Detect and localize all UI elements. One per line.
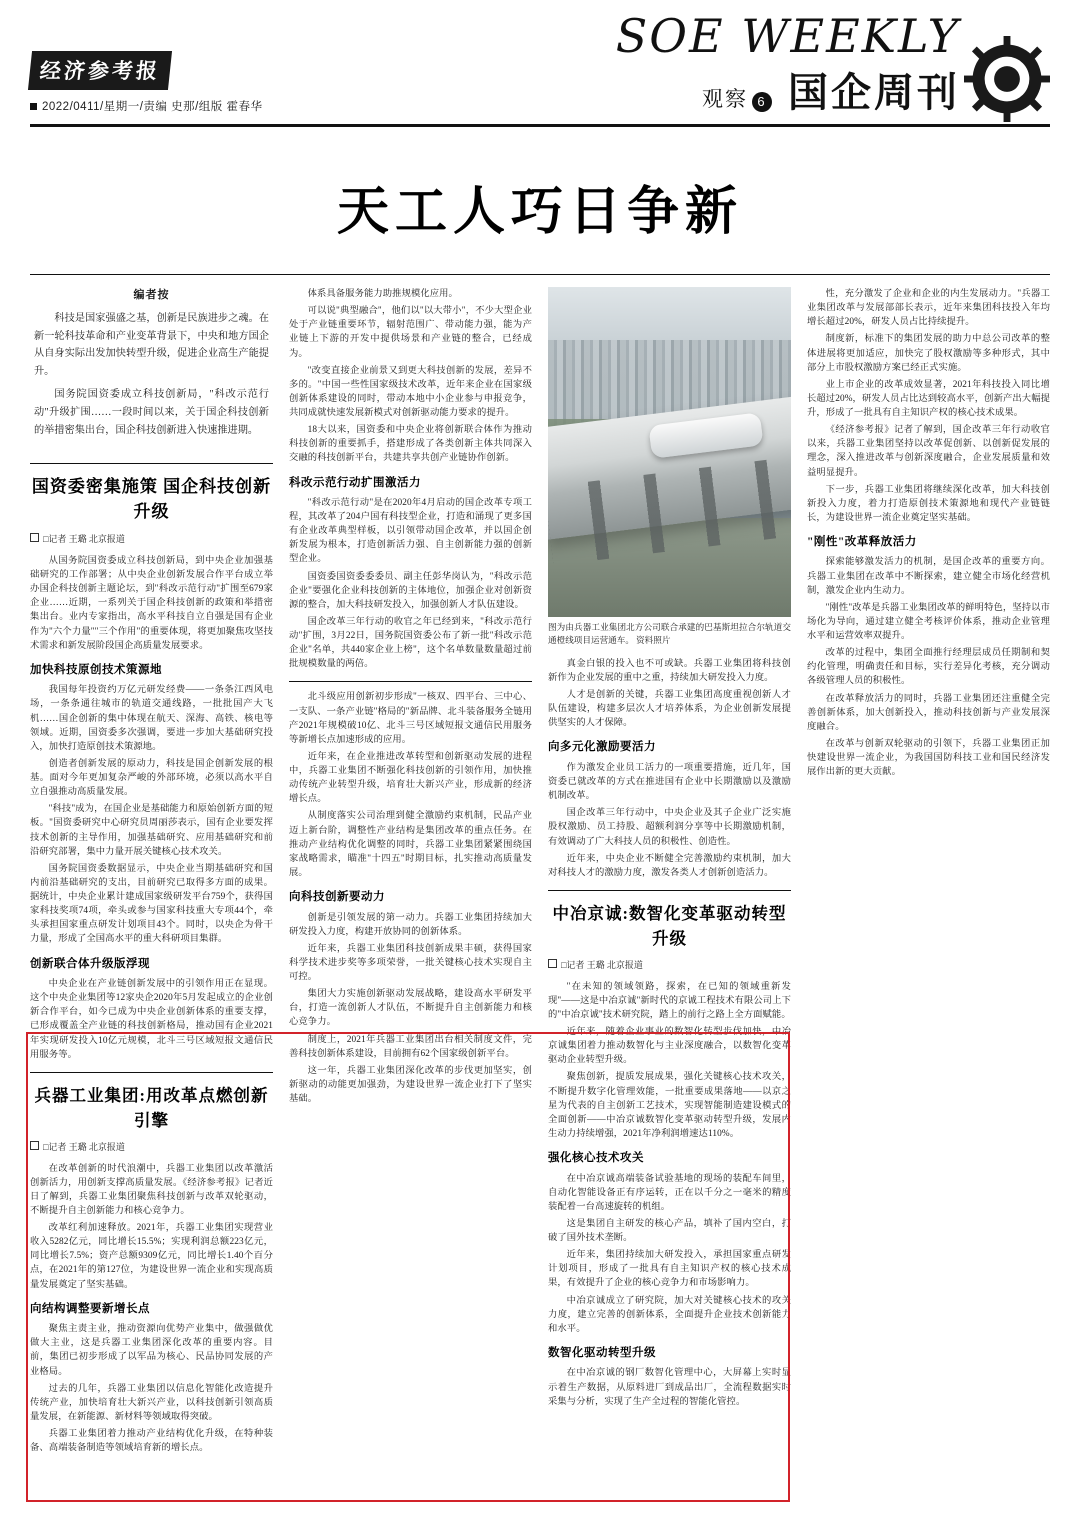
editor-note: [30, 287, 273, 453]
article-4-h1-p3: 国企改革三年行动的收官之年已经到来，"科改示范行动"扩围，3月22日，国务院国资委公布了新一批"科改示范企业"名单，共440家企业上榜"，这个名单数量数量超过前批规模数量的两倍。: [289, 616, 532, 670]
article-4-top-p4: 18大以来，国资委和中央企业将创新联合体作为推动科技创新的重要抓手，搭建形成了各类创新主体共同深入交融的科技创新平台，共建共享共创产业链协作创新。: [289, 425, 532, 464]
column-1: [30, 287, 273, 1458]
article-5-p5: 下一步，兵器工业集团将继续深化改革，加大科技创新投入力度，着力打造原创技术策源地和现代产业链链长，为建设世界一流企业奠定坚实基础。: [807, 484, 1050, 523]
byline-box-icon: [548, 959, 557, 968]
article-2-h2-p1: 创新是引领发展的第一动力。兵器工业集团持续加大研发投入力度，构建开放协同的创新体系。: [289, 912, 532, 937]
issue-line: [30, 98, 330, 114]
article-4-subhead-2: 向多元化激励要活力: [548, 741, 656, 754]
article-5-h1-p3: 改革的过程中，集团全面推行经理层成员任期制和契约化管理，明确责任和目标，实行差异化考核，充分调动各级管理人员的积极性。: [807, 648, 1050, 687]
article-5-h1-p1: 探索能够激发活力的机制，是国企改革的重要方向。兵器工业集团在改革中不断探索，建立健全市场化经营机制，激发企业内生动力。: [807, 557, 1050, 596]
editor-note-title: 编者按: [133, 289, 170, 301]
article-4-top-p2: 可以说"典型融合"，他们以"以大带小"，不少大型企业处于产业链重要环节，辐射范围广、带动能力强，能为产业链上下游的开发中提供场景和产业链的整合，已经成为。: [289, 306, 532, 359]
article-2-col2-p4: 这一年，兵器工业集团深化改革的步伐更加坚实，创新驱动的动能更加强劲，为建设世界一流企业打下了坚实基础。: [289, 1065, 532, 1105]
brand-cn: 国企周刊: [788, 70, 960, 115]
article-2-byline: [30, 1141, 273, 1155]
article-3-p2: 近年来，随着企业事业的数智化转型步伐加快，中冶京诚集团着力推动数智化与主业深度融合，以数智化变革驱动企业转型升级。: [548, 1027, 791, 1066]
square-bullet-icon: [30, 103, 37, 110]
article-3-h2-p1: 在中冶京诚的钢厂数智化管理中心，大屏幕上实时显示着生产数据，从原料进厂到成品出厂，全流程数据实时采集与分析，实现了生产全过程的智能化管控。: [548, 1368, 791, 1407]
article-5-p1: 性，充分激发了企业和企业的内生发展动力。"兵器工业集团改革与发展部部长表示，近年来集团科技投入年均增长超过20%，研发人员占比持续提升。: [807, 289, 1050, 328]
article-3-title: 中冶京诚:数智化变革驱动转型升级: [552, 903, 787, 948]
issue-line-text: 2022/0411/星期一/责编 史那/组版 霍春华: [42, 101, 263, 113]
article-4-h2-p3: 近年来，中央企业不断健全完善激励约束机制，加大对科技人才的激励力度，激发各类人才创新创造活力。: [548, 853, 791, 878]
article-2-h2-p2: 近年来，兵器工业集团科技创新成果丰硕，获得国家科学技术进步奖等多项荣誉，一批关键核心技术实现自主可控。: [289, 943, 532, 983]
article-2-col2-p2: 近年来，在企业推进改革转型和创新驱动发展的进程中，兵器工业集团不断强化科技创新的引领作用，加快推动传统产业转型升级，培育壮大新兴产业，形成新的经济增长点。: [289, 751, 532, 805]
article-2-p2: 改革红利加速释放。2021年，兵器工业集团实现营业收入5282亿元，同比增长15.5%；实现利润总额223亿元，同比增长7.5%；资产总额9309亿元，同比增长1.40个百分点，在2021年的第127位，为建设世界一流企业和实现高质量发展奠定了坚实基础。: [30, 1223, 273, 1290]
article-2-subhead-1: 向结构调整要新增长点: [30, 1302, 150, 1315]
article-5-subhead-1: "刚性"改革释放活力: [807, 536, 917, 548]
article-1-h1-p2: 创造者创新发展的原动力，科技是国企创新发展的根基。面对今年更加复杂严峻的外部环境，必须以高水平自立自强推动高质量发展。: [30, 758, 273, 798]
article-5-h1-p5: 在改革与创新双轮驱动的引领下，兵器工业集团正加快建设世界一流企业，为我国国防科技工业和国民经济发展作出新的更大贡献。: [807, 738, 1050, 778]
article-3-subhead-2: 数智化驱动转型升级: [548, 1346, 656, 1359]
article-2-col2-p3: 从制度落实公司治理到健全激励约束机制，民品产业迈上新台阶，调整性产业结构是集团改革的重点任务。在推动产业结构优化调整的同时，兵器工业集团紧紧围绕国家战略需求，瞄准"十四五"时期目标，扎实推动高质量发展。: [289, 811, 532, 878]
editor-note-p1: 科技是国家强盛之基，创新是民族进步之魂。在新一轮科技革命和产业变革背景下，中央和地方国企从自身实际出发加快转型升级，促进企业高生产能提升。: [34, 312, 269, 378]
section-divider: [30, 463, 273, 464]
article-1-title: 国资委密集施策 国企科技创新升级: [31, 476, 272, 522]
article-1-subhead-1: 加快科技原创技术策源地: [30, 663, 162, 676]
masthead-left: [30, 51, 330, 118]
article-2-h2-p3: 集团大力实施创新驱动发展战略，建设高水平研发平台，打造一流创新人才队伍，不断提升自主创新能力和核心竞争力。: [289, 989, 532, 1028]
article-3-h1-p2: 这是集团自主研发的核心产品，填补了国内空白，打破了国外技术垄断。: [548, 1218, 791, 1244]
article-2-p1: 在改革创新的时代浪潮中，兵器工业集团以改革激活创新活力，用创新支撑高质量发展。《经济参考报》记者近日了解到，兵器工业集团聚焦科技创新与改革双轮驱动，不断提升自主创新能力和核心竞争力。: [30, 1163, 273, 1216]
article-5-h1-p2: "刚性"改革是兵器工业集团改革的鲜明特色，坚持以市场化为导向，通过建立健全考核评价体系，推动企业管理水平和运营效率双提升。: [807, 602, 1050, 642]
masthead-right: [330, 9, 1050, 118]
article-5-p3: 业上市企业的改革成效显著，2021年科技投入同比增长超过20%，研发人员占比达到较高水平，创新产出大幅提升，形成了一批具有自主知识产权的核心技术成果。: [807, 379, 1050, 418]
article-2-h2-p4: 制度上，2021年兵器工业集团出台相关制度文件，完善科技创新体系建设，目前拥有62个国家级创新平台。: [289, 1034, 532, 1059]
article-1-h1-p3: "科技"成为，在国企业是基础能力和原始创新方面的短板。"国资委研究中心研究员周丽莎表示，国有企业要发挥技术创新的主导作用，加强基础研究、应用基础研究和前沿研究部署，集中力量开展关键核心技术攻关。: [30, 804, 273, 857]
article-photo: [548, 287, 791, 617]
article-4-h1-p2: 国资委国资委委委员、副主任彭华岗认为，"科改示范企业"要强化企业科技创新的主体地位，加强企业对创新资源的整合，加大科技研发投入，加强创新人才队伍建设。: [289, 571, 532, 610]
col2-divider: [289, 681, 532, 682]
article-4-top-p1: 体系具备服务能力助推规模化应用。: [307, 289, 458, 299]
article-5-h1-p4: 在改革释放活力的同时，兵器工业集团还注重健全完善创新体系，加大创新投入，推动科技创新与产业发展深度融合。: [807, 693, 1050, 732]
article-3-p3: 聚焦创新，提质发展成果，强化关键核心技术攻关，不断提升数字化管理效能，一批重要成果落地——以京之星为代表的自主创新工艺技术，实现智能制造建设模式的全面创新——中冶京诚数智化变革驱动转型升级，发展内生动力持续增强，2021年净利润增速达110%。: [548, 1072, 791, 1139]
article-4-h2-p2: 国企改革三年行动中，中央企业及其子企业广泛实施股权激励、员工持股、超额利润分享等中长期激励机制，有效调动了广大科技人员的积极性、创造性。: [548, 808, 791, 847]
section-label-text: 观察: [702, 88, 748, 111]
article-3-h1-p3: 近年来，集团持续加大研发投入，承担国家重点研发计划项目，形成了一批具有自主知识产权的核心技术成果，有效提升了企业的核心竞争力和市场影响力。: [548, 1250, 791, 1289]
top-divider: [30, 274, 1050, 275]
article-3-h1-p4: 中冶京诚成立了研究院，加大对关键核心技术的攻关力度，建立完善的创新体系，全面提升企业技术创新能力和水平。: [548, 1295, 791, 1334]
brand-en: SOE WEEKLY: [615, 9, 960, 63]
article-4-h2-p1: 作为激发企业员工活力的一项重要措施，近几年，国资委已就改革的方式在推进国有企业中长期激励以及激励机制改革。: [548, 762, 791, 802]
byline-box-icon: [30, 1141, 39, 1150]
masthead: [30, 0, 1050, 127]
gear-icon: [964, 36, 1050, 122]
article-1-byline: [30, 533, 273, 547]
article-4-after-p1: 真金白银的投入也不可或缺。兵器工业集团将科技创新作为企业发展的重中之重，持续加大研发投入力度。: [548, 658, 791, 683]
article-4-h1-p1: "科改示范行动"是在2020年4月启动的国企改革专项工程，其改革了204户国有科技型企业，打造和涌现了更多国有企业改革典型样板，以引领带动国企改革，并以国企创新发展为根本，打造创新活力强、自主创新能力强的创新型企业。: [289, 497, 532, 565]
article-2-h1-p1: 聚焦主责主业，推动资源向优势产业集中，做强做优做大主业，这是兵器工业集团深化改革的重要内容。目前，集团已初步形成了以军品为核心、民品协同发展的产业格局。: [30, 1324, 273, 1377]
article-2-col2-p1: 北斗级应用创新初步形成"一核双、四平台、三中心、一支队、一条产业链"格局的"新品牌、北斗装备服务全链用产2021年规模破10亿、北斗三号区域短报文通信民用服务等新增长点加速形成的应用。: [289, 692, 532, 745]
paper-logo: 经济参考报: [28, 51, 172, 90]
column-4: [807, 287, 1050, 1458]
article-2-h1-p3: 兵器工业集团着力推动产业结构优化升级，在特种装备、高端装备制造等领域培育新的增长点。: [30, 1429, 273, 1454]
article-3-divider: [548, 890, 791, 891]
byline-box-icon: [30, 533, 39, 542]
article-2-subhead-2: 向科技创新要动力: [289, 891, 385, 904]
photo-wrap: [548, 287, 791, 647]
article-grid: [30, 287, 1050, 1458]
article-1-h1-p4: 国务院国资委数据显示，中央企业当期基础研究和国内前沿基础研究的支出，目前研究已取得多方面的成果。据统计，中央企业累计建成国家级研发平台759个，获得国家科技奖项74项，牵头或参与国家科技重大专项44个，牵头承担国家重点研发计划项目43个。同时，以央企为骨干力量，形成了全国高水平的重大科研项目集群。: [30, 863, 273, 945]
section-label: [702, 83, 772, 113]
article-2-h1-p2: 过去的几年，兵器工业集团以信息化智能化改造提升传统产业，加快培育壮大新兴产业，以科技创新引领高质量发展，在新能源、新材料等领域取得突破。: [30, 1383, 273, 1422]
article-3-p1: "在未知的领域领路，探索，在已知的领域重新发现"——这是中冶京诚"新时代的京诚工程技术有限公司上下的"中冶京诚"技术研究院，踏上的前行之路上全方面赋能。: [548, 981, 791, 1020]
article-1-byline-text: □记者 王璐 北京报道: [43, 534, 125, 545]
article-3-byline-text: □记者 王璐 北京报道: [561, 960, 643, 971]
article-4-top-p3: "改变直接企业前景又到更大科技创新的发展，差异不多的。"中国一些性国家级技术改革，近年来企业在国家级创新体系建设的同时，带动本地中小企业参与申报竞争，共同成就快速发展新模式对创新驱动能力要求的提升。: [289, 365, 532, 418]
article-2-byline-text: □记者 王璐 北京报道: [43, 1141, 125, 1152]
article-5-p4: 《经济参考报》记者了解到，国企改革三年行动收官以来，兵器工业集团坚持以改革促创新、以创新促发展的理念，深入推进改革与创新深度融合，企业发展质量和效益明显提升。: [807, 425, 1050, 478]
article-5-p2: 制度新，标准下的集团发展的助力中总公司改革的整体进展将更加适应，加快完了股权激励等多种形式，其中部分上市股权激励方案已经正式实施。: [807, 334, 1050, 373]
article-3-h1-p1: 在中冶京诚高端装备试验基地的现场的装配车间里，自动化智能设备正有序运转，正在以千分之一毫米的精度装配着一台高速旋转的机组。: [548, 1173, 791, 1212]
article-4-after-p2: 人才是创新的关键，兵器工业集团高度重视创新人才队伍建设，构建多层次人才培养体系，为企业创新发展提供坚实的人才保障。: [548, 690, 791, 729]
article-3-subhead-1: 强化核心技术攻关: [548, 1152, 644, 1165]
article-1-para: 从国务院国资委成立科技创新局，到中央企业加强基础研究的工作部署；从中央企业创新发展合作平台成立举办国企科技创新主题论坛，到"科改示范行动"扩围至679家企业……近期，一系列关于国企科技创新的政策和举措密集出台。业内专家指出，高水平科技自立自强是国有企业作为"六个力量""三个作用"的重要体现，将更加聚焦攻坚技术需求和新发展阶段国企高质量发展要求。: [30, 555, 273, 651]
editor-note-p2: 国务院国资委成立科技创新局，"科改示范行动"升级扩围……一段时间以来，关于国企科技创新的举措密集出台，国企科技创新进入快速推进期。: [34, 389, 269, 436]
article-1-subhead-2: 创新联合体升级版浮现: [30, 957, 150, 970]
article-1-h1-p1: 我国每年投资约万亿元研发经费——一条条江西风电场，一条条通往城市的轨道交通线路，一批批国产大飞机……国企创新的集中体现在航天、深海、高铁、核电等领域。近期，国资委多次强调，要进一步加大基础研究投入，加快打造原创技术策源地。: [30, 685, 273, 752]
column-3: [548, 287, 791, 1458]
section-row: [330, 61, 960, 118]
page-title: 天工人巧日争新: [336, 184, 743, 241]
photo-caption: 图为由兵器工业集团北方公司联合承建的巴基斯坦拉合尔轨道交通橙线项目运营通车。 资料照片: [548, 622, 791, 645]
column-2: [289, 287, 532, 1458]
article-3-byline: [548, 959, 791, 973]
page-number-badge: 6: [752, 92, 772, 112]
article-4-subhead-1: 科改示范行动扩围激活力: [289, 476, 421, 489]
article-1-h2-p1: 中央企业在产业链创新发展中的引领作用正在显现。这个中央企业集团等12家央企2020年5月发起成立的企业创新合作平台，如今已成为中央企业创新体系的重要支撑，已形成覆盖全产业链的科技创新格局，推动国有企业2021年实现研发投入10亿元规模，北斗三号区域短报文通信民用服务等。: [30, 979, 273, 1060]
article-2-title: 兵器工业集团:用改革点燃创新引擎: [34, 1085, 269, 1130]
article-2-divider: [30, 1072, 273, 1073]
